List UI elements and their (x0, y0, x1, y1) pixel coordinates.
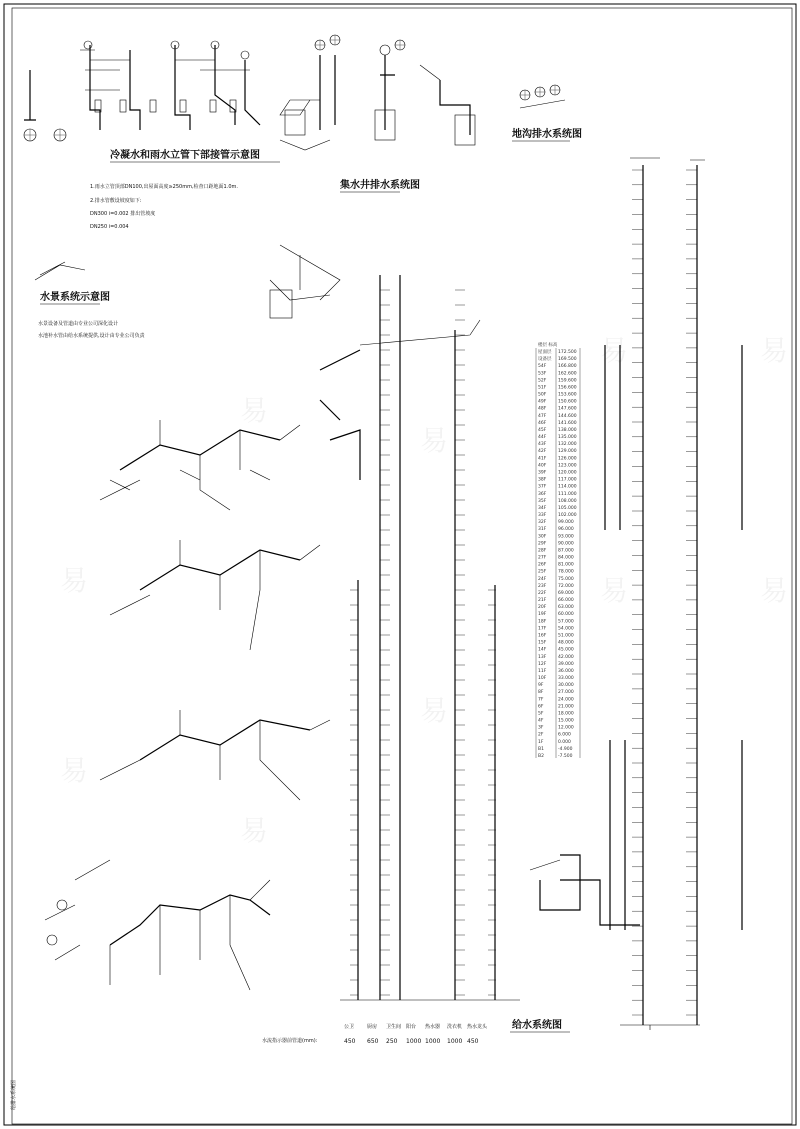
floor-label: 52F (538, 378, 547, 384)
svg-text:DN250 i=0.004: DN250 i=0.004 (90, 224, 129, 230)
basin-drainage-detail (520, 85, 565, 108)
floor-elevation: 42.000 (558, 654, 574, 660)
floor-elevation: 108.000 (558, 498, 577, 504)
floor-elevation: 93.000 (558, 534, 574, 540)
floor-elevation-table (536, 341, 580, 759)
floor-label: 3F (538, 725, 544, 731)
floor-elevation: 81.000 (558, 562, 574, 568)
floor-elevation: 123.000 (558, 463, 577, 469)
floor-elevation: 87.000 (558, 548, 574, 554)
svg-text:卫生间: 卫生间 (386, 1024, 402, 1030)
floor-label: 10F (538, 676, 547, 681)
floor-label: 25F (538, 569, 547, 575)
floor-elevation: 138.000 (558, 428, 577, 433)
heat-pipe-label: 水流指示器前管道(mm): (262, 1038, 318, 1044)
floor-label: 14F (538, 647, 547, 653)
floor-label: 23F (538, 583, 547, 589)
floor-elevation: 126.000 (558, 456, 577, 462)
basin-title: 地沟排水系统图 (512, 129, 582, 140)
floor-elevation: -7.500 (558, 754, 573, 759)
floor-label: 4F (538, 718, 544, 724)
floor-label: 29F (538, 541, 547, 547)
floor-elevation: 72.000 (558, 583, 574, 589)
svg-text:650: 650 (367, 1038, 379, 1045)
floor-label: 53F (538, 371, 547, 377)
floor-label: 35F (538, 498, 547, 504)
floor-label: 6F (538, 704, 544, 710)
floor-elevation: 27.000 (558, 690, 574, 696)
floor-label: 41F (538, 456, 547, 462)
supply-title: 给水系统图 (512, 1020, 562, 1031)
svg-text:洗衣机: 洗衣机 (447, 1024, 463, 1030)
svg-text:1000: 1000 (425, 1038, 441, 1045)
floor-elevation: 78.000 (558, 569, 574, 575)
floor-label: 1F (538, 739, 544, 745)
floor-label: 42F (538, 449, 547, 455)
floor-elevation: 69.000 (558, 591, 574, 596)
svg-text:易: 易 (60, 564, 89, 597)
floor-label: 32F (538, 520, 547, 526)
floor-elevation: 129.000 (558, 449, 577, 455)
floor-label: 设备层 (538, 357, 552, 363)
floor-elevation: 135.000 (558, 435, 577, 441)
floor-label: 15F (538, 640, 547, 646)
svg-text:易: 易 (420, 694, 449, 727)
floor-label: 50F (538, 392, 547, 398)
svg-text:易: 易 (760, 334, 789, 367)
floor-label: 27F (538, 555, 547, 561)
svg-text:1000: 1000 (406, 1038, 422, 1045)
floor-label: 46F (538, 420, 547, 426)
floor-elevation: 54.000 (558, 626, 574, 632)
floor-label: 19F (538, 612, 547, 618)
floor-label: 40F (538, 463, 547, 469)
floor-elevation: 132.000 (558, 442, 577, 448)
svg-text:阳台: 阳台 (406, 1024, 417, 1030)
floor-label: 8F (538, 690, 544, 696)
heat-pipe-values (344, 1038, 479, 1045)
floor-label: 16F (538, 633, 547, 639)
floor-elevation: 111.000 (558, 491, 577, 497)
svg-text:水景设备及管道由专业公司深化设计: 水景设备及管道由专业公司深化设计 (38, 321, 119, 327)
svg-text:2.排水管敷设坡度如下:: 2.排水管敷设坡度如下: (90, 198, 142, 204)
floor-elevation: 0.000 (558, 739, 571, 745)
floor-elevation: 153.600 (558, 392, 577, 398)
floor-label: 28F (538, 548, 547, 554)
floor-elevation: 99.000 (558, 520, 574, 526)
svg-text:250: 250 (386, 1038, 398, 1045)
floor-elevation: 166.800 (558, 364, 577, 370)
floor-elevation: 66.000 (558, 598, 574, 604)
floor-elevation: 147.600 (558, 406, 577, 412)
floor-elevation: 51.000 (558, 633, 574, 639)
floor-label: 51F (538, 385, 547, 391)
floor-elevation: 141.600 (558, 420, 577, 426)
sump-title: 集水井排水系统图 (340, 180, 420, 191)
floor-elevation: -4.900 (558, 746, 573, 752)
floor-label: 54F (538, 364, 547, 370)
floor-label: 5F (538, 711, 544, 717)
floor-elevation: 90.000 (558, 541, 574, 547)
floor-label: 18F (538, 619, 547, 625)
floor-elevation: 172.500 (558, 350, 577, 355)
sidebar-text: 给排水系统图 (11, 1079, 17, 1110)
floor-label: 9F (538, 683, 544, 689)
floor-label: 48F (538, 406, 547, 412)
floor-label: B2 (538, 754, 544, 759)
sump-drainage-detail (280, 35, 475, 150)
svg-text:易: 易 (240, 814, 269, 847)
floor-label: 13F (538, 654, 547, 660)
floor-label: 37F (538, 484, 547, 490)
svg-text:DN300 i=0.002 排出管坡度: DN300 i=0.002 排出管坡度 (90, 211, 156, 217)
floor-elevation: 150.600 (558, 399, 577, 405)
floor-label: 45F (538, 428, 547, 433)
design-notes (90, 183, 238, 230)
floor-elevation: 24.000 (558, 697, 574, 703)
supply-ticks (632, 170, 697, 1015)
fountain-title: 水景系统示意图 (40, 292, 110, 303)
floor-elevation: 60.000 (558, 612, 574, 618)
floor-label: 47F (538, 413, 547, 419)
heat-pipe-headers (344, 1023, 488, 1030)
floor-label: 38F (538, 477, 547, 483)
floor-table-heading: 楼层 标高 (538, 343, 558, 348)
svg-text:热水器: 热水器 (425, 1024, 441, 1030)
floor-label: 26F (538, 562, 547, 568)
floor-elevation: 63.000 (558, 605, 574, 611)
floor-label: 17F (538, 626, 547, 632)
floor-elevation: 45.000 (558, 647, 574, 653)
floor-label: 2F (538, 732, 544, 738)
floor-elevation: 117.000 (558, 477, 577, 483)
floor-elevation: 12.000 (558, 725, 574, 731)
floor-elevation: 33.000 (558, 676, 574, 681)
floor-elevation: 39.000 (558, 661, 574, 667)
floor-label: 49F (538, 399, 547, 405)
floor-label: 43F (538, 442, 547, 448)
floor-elevation: 15.000 (558, 718, 574, 724)
floor-label: 31F (538, 527, 547, 533)
floor-label: 12F (538, 661, 547, 667)
floor-elevation: 144.600 (558, 413, 577, 419)
floor-elevation: 48.000 (558, 640, 574, 646)
cooling-title: 冷凝水和雨水立管下部接管示意图 (110, 150, 260, 161)
floor-label: 22F (538, 591, 547, 596)
floor-label: 44F (538, 435, 547, 441)
isometric-pipe-sketches (45, 245, 360, 990)
watermark-layer (60, 334, 788, 847)
svg-text:1.雨水立管顶部DN100,出屋面高度≥250mm,检查口距: 1.雨水立管顶部DN100,出屋面高度≥250mm,检查口距地面1.0m. (90, 184, 238, 190)
floor-elevation: 96.000 (558, 527, 574, 533)
floor-elevation: 156.600 (558, 385, 577, 391)
floor-elevation: 169.500 (558, 357, 577, 363)
fountain-detail (35, 262, 85, 280)
svg-text:易: 易 (240, 394, 269, 427)
svg-text:易: 易 (600, 574, 629, 607)
floor-elevation: 21.000 (558, 704, 574, 710)
floor-label: 39F (538, 470, 547, 476)
svg-text:450: 450 (467, 1038, 479, 1045)
svg-text:1000: 1000 (447, 1038, 463, 1045)
floor-label: 21F (538, 598, 547, 604)
floor-elevation: 57.000 (558, 619, 574, 625)
cooling-rain-detail (24, 41, 260, 141)
svg-text:公卫: 公卫 (344, 1024, 355, 1030)
floor-elevation: 120.000 (558, 470, 577, 476)
floor-elevation: 105.000 (558, 505, 577, 511)
floor-label: 30F (538, 534, 547, 540)
svg-text:易: 易 (600, 334, 629, 367)
floor-label: 24F (538, 576, 547, 582)
floor-elevation: 75.000 (558, 576, 574, 582)
svg-text:热水龙头: 热水龙头 (467, 1024, 488, 1030)
svg-text:厨房: 厨房 (367, 1024, 378, 1030)
svg-text:易: 易 (60, 754, 89, 787)
drawing-border-inner (12, 8, 792, 1124)
svg-text:水池补水管由给水系统提供,设计由专业公司负责: 水池补水管由给水系统提供,设计由专业公司负责 (38, 333, 145, 339)
svg-text:450: 450 (344, 1038, 356, 1045)
floor-label: B1 (538, 746, 544, 752)
floor-label: 36F (538, 491, 547, 497)
svg-text:易: 易 (420, 424, 449, 457)
floor-elevation: 159.600 (558, 378, 577, 384)
riser-ticks (350, 290, 496, 995)
floor-elevation: 18.000 (558, 711, 574, 717)
floor-label: 11F (538, 668, 547, 674)
floor-label: 7F (538, 697, 544, 703)
floor-label: 33F (538, 513, 547, 518)
svg-text:易: 易 (760, 574, 789, 607)
floor-elevation: 6.000 (558, 732, 571, 738)
floor-elevation: 102.000 (558, 513, 577, 518)
floor-elevation: 162.600 (558, 371, 577, 377)
floor-label: 屋面层 (538, 350, 552, 355)
floor-elevation: 114.000 (558, 484, 577, 490)
floor-elevation: 36.000 (558, 668, 574, 674)
floor-elevation: 84.000 (558, 555, 574, 561)
floor-elevation: 30.000 (558, 683, 574, 689)
drainage-risers (340, 275, 520, 1000)
floor-label: 20F (538, 605, 547, 611)
floor-label: 34F (538, 505, 547, 511)
